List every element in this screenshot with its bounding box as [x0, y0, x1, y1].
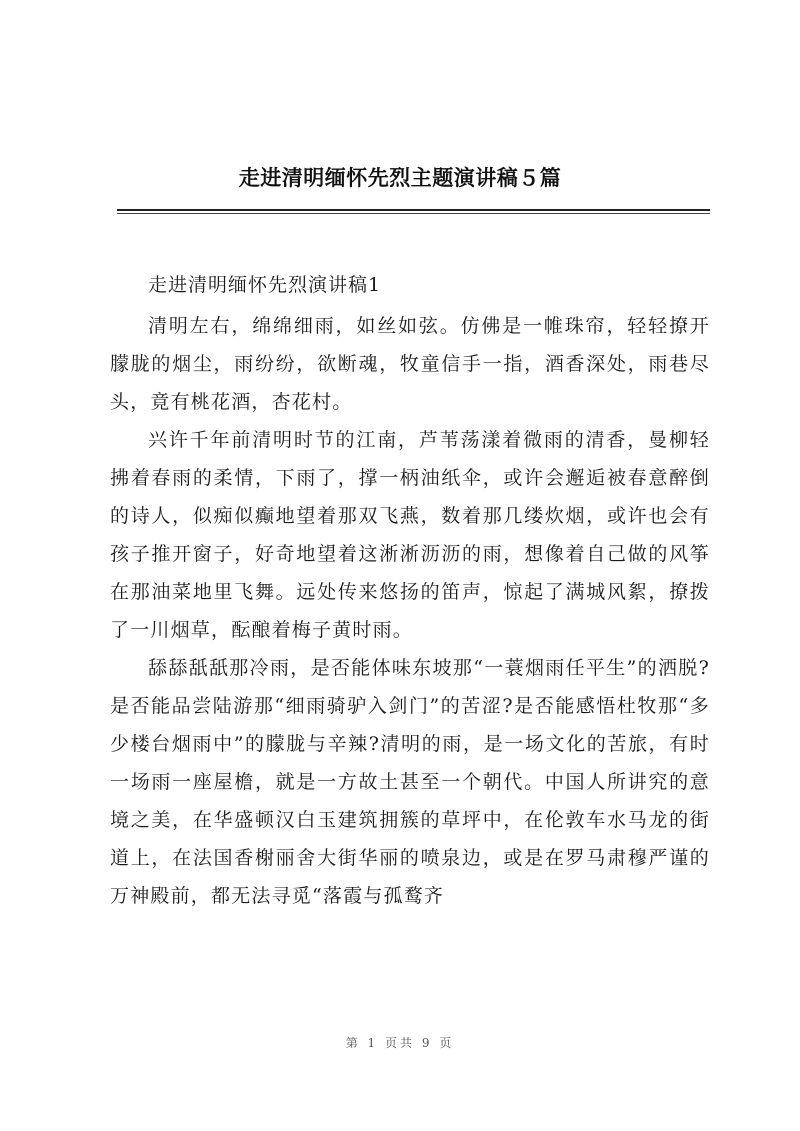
page-title: 走进清明缅怀先烈主题演讲稿５篇 — [238, 166, 562, 190]
section-heading: 走进清明缅怀先烈演讲稿1 — [148, 274, 382, 296]
document-body — [110, 270, 710, 915]
paragraph-2: 兴许千年前清明时节的江南，芦苇荡漾着微雨的清香，曼柳轻拂着春雨的柔情，下雨了，撑一柄油纸伞，或许会邂逅被春意醉倒的诗人，似痴似癫地望着那双飞燕，数着那几缕炊烟，或许也会有孩子推开窗子，好奇地望着这淅淅沥沥的雨，想像着自己做的风筝在那油菜地里飞舞。远处传来悠扬的笛声，惊起了满城风絮，撩拨了一川烟草，酝酿着梅子黄时雨。 — [110, 429, 710, 641]
paragraph-3: 舔舔舐舐那冷雨，是否能体味东坡那“一蓑烟雨任平生”的洒脱?是否能品尝陆游那“细雨骑驴入剑门”的苦涩?是否能感悟杜牧那“多少楼台烟雨中”的朦胧与辛辣?清明的雨，是一场文化的苦旅，有时一场雨一座屋檐，就是一方故土甚至一个朝代。中国人所讲究的意境之美，在华盛顿汉白玉建筑拥簇的草坪中，在伦敦车水马龙的街道上，在法国香榭丽舍大街华丽的喷泉边，或是在罗马肃穆严谨的万神殿前，都无法寻觅“落霞与孤鹜齐 — [110, 657, 710, 907]
title-rule-thin — [117, 213, 710, 214]
paragraph-1: 清明左右，绵绵细雨，如丝如弦。仿佛是一帷珠帘，轻轻撩开朦胧的烟尘，雨纷纷，欲断魂，牧童信手一指，酒香深处，雨巷尽头，竟有桃花酒，杏花村。 — [110, 315, 710, 413]
title-rule-thick — [117, 209, 710, 211]
page-footer: 第 1 页共 9 页 — [345, 1036, 455, 1050]
